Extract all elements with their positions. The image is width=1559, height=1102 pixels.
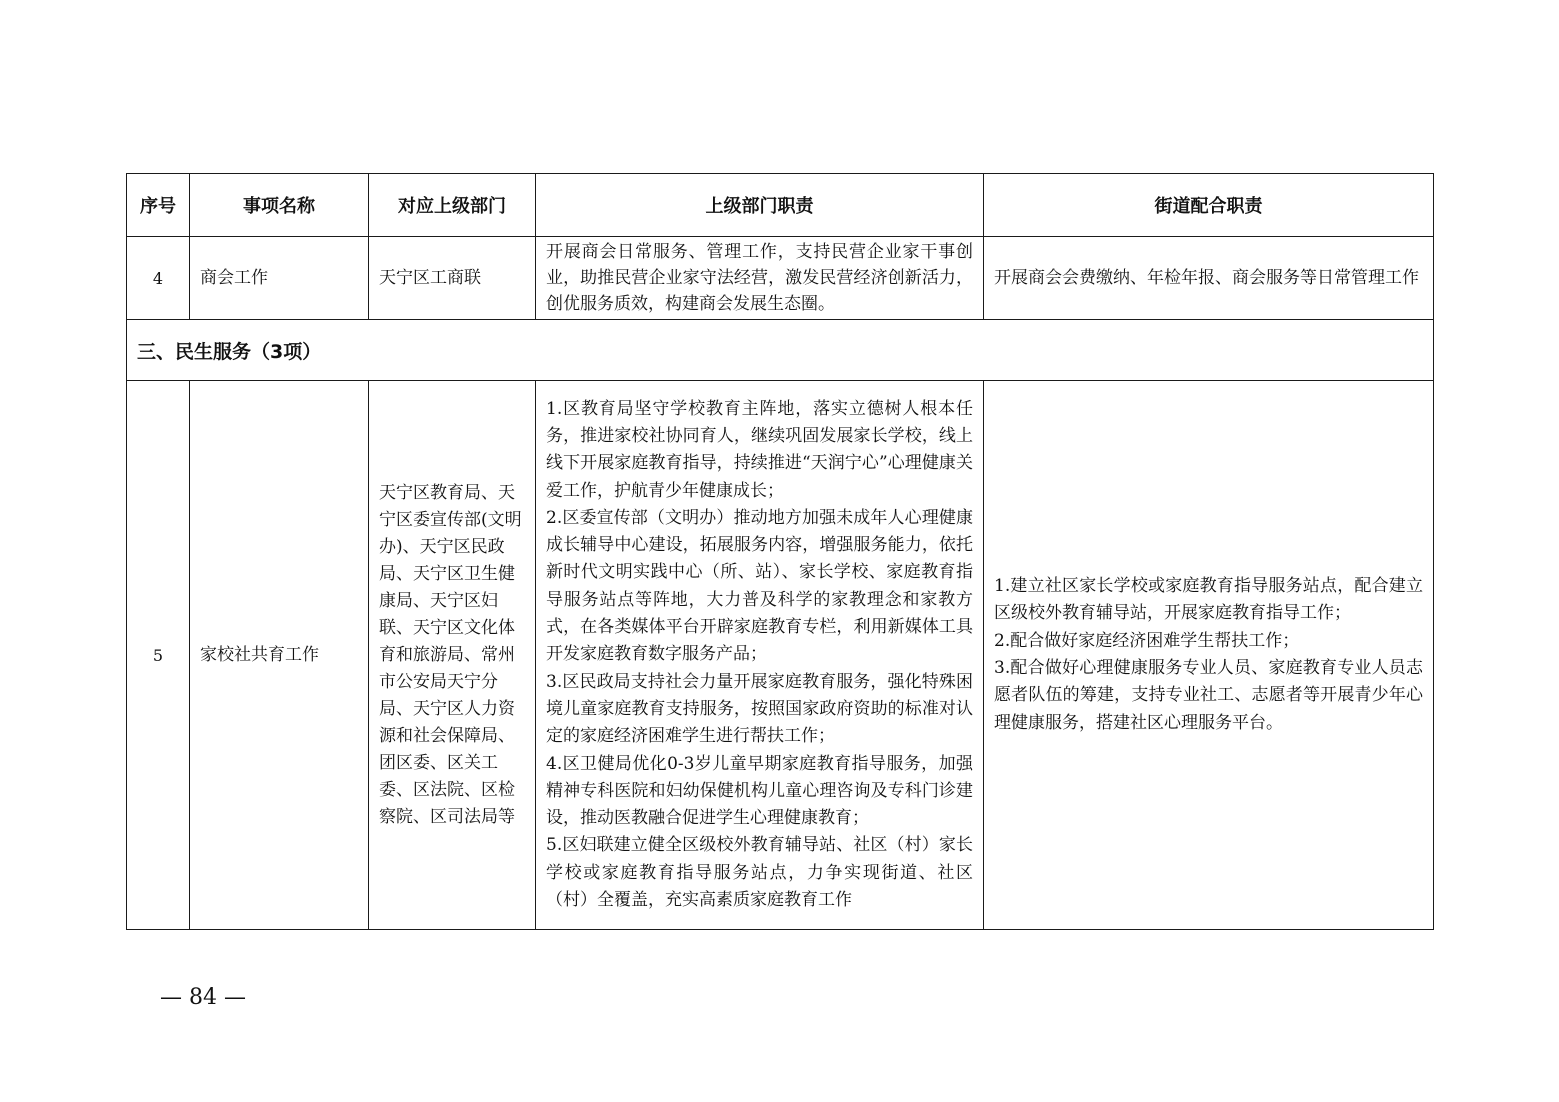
row-dept: 天宁区教育局、天宁区委宣传部(文明办)、天宁区民政局、天宁区卫生健康局、天宁区妇联、天宁区文化体育和旅游局、常州市公安局天宁分局、天宁区人力资源和社会保障局、团区委、区关工委、区法院、区检察院、区司法局等 <box>369 381 536 930</box>
table-row <box>127 237 1434 320</box>
duty-item: 2.区委宣传部（文明办）推动地方加强未成年人心理健康成长辅导中心建设，拓展服务内容，增强服务能力，依托新时代文明实践中心（所、站）、家长学校、家庭教育指导服务站点等阵地，大力普及科学的家教理念和家教方式，在各类媒体平台开辟家庭教育专栏，利用新媒体工具开发家庭教育数字服务产品； <box>546 507 973 665</box>
header-index: 序号 <box>127 174 190 237</box>
header-item-name: 事项名称 <box>190 174 369 237</box>
responsibility-table <box>126 173 1434 930</box>
street-duty-item: 开展商会会费缴纳、年检年报、商会服务等日常管理工作 <box>994 268 1419 288</box>
row-dept-duty <box>536 237 984 320</box>
header-dept: 对应上级部门 <box>369 174 536 237</box>
row-item-name: 商会工作 <box>190 237 369 320</box>
street-duty-item: 1.建立社区家长学校或家庭教育指导服务站点，配合建立区级校外教育辅导站，开展家庭教育指导工作； <box>994 576 1423 624</box>
duty-item: 3.区民政局支持社会力量开展家庭教育服务，强化特殊困境儿童家庭教育支持服务，按照国家政府资助的标准对认定的家庭经济困难学生进行帮扶工作； <box>546 671 973 747</box>
table-header-row <box>127 174 1434 237</box>
table-row <box>127 381 1434 930</box>
row-street-duty <box>984 381 1434 930</box>
duty-item: 1.区教育局坚守学校教育主阵地，落实立德树人根本任务，推进家校社协同育人，继续巩固发展家长学校，线上线下开展家庭教育指导，持续推进“天润宁心”心理健康关爱工作，护航青少年健康成长； <box>546 398 973 501</box>
row-index: 4 <box>127 237 190 320</box>
street-duty-item: 3.配合做好心理健康服务专业人员、家庭教育专业人员志愿者队伍的筹建，支持专业社工、志愿者等开展青少年心理健康服务，搭建社区心理服务平台。 <box>994 658 1423 733</box>
street-duty-item: 2.配合做好家庭经济困难学生帮扶工作； <box>994 630 1300 651</box>
section-title: 三、民生服务（3项） <box>127 320 1434 381</box>
row-dept-duty <box>536 381 984 930</box>
duty-item: 5.区妇联建立健全区级校外教育辅导站、社区（村）家长学校或家庭教育指导服务站点，力争实现街道、社区（村）全覆盖，充实高素质家庭教育工作 <box>546 835 973 911</box>
row-index: 5 <box>127 381 190 930</box>
section-row <box>127 320 1434 381</box>
row-item-name: 家校社共育工作 <box>190 381 369 930</box>
page-number: — 84 — <box>160 985 246 1010</box>
header-street-duty: 街道配合职责 <box>984 174 1434 237</box>
row-street-duty <box>984 237 1434 320</box>
duty-item: 4.区卫健局优化0-3岁儿童早期家庭教育指导服务，加强精神专科医院和妇幼保健机构儿童心理咨询及专科门诊建设，推动医教融合促进学生心理健康教育； <box>546 753 973 829</box>
header-dept-duty: 上级部门职责 <box>536 174 984 237</box>
duty-item: 开展商会日常服务、管理工作，支持民营企业家干事创业，助推民营企业家守法经营，激发民营经济创新活力，创优服务质效，构建商会发展生态圈。 <box>546 242 973 314</box>
row-dept: 天宁区工商联 <box>369 237 536 320</box>
